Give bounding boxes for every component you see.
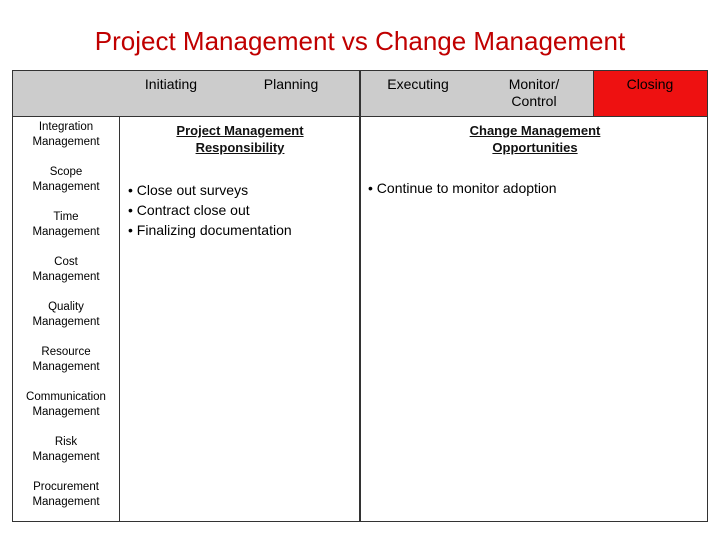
area-integration: Integration Management [32, 121, 100, 148]
cm-bullet-list [368, 178, 698, 198]
pm-column-heading: Project Management Responsibility [176, 123, 304, 155]
phase-monitor-control: Monitor/ Control [508, 76, 560, 109]
phase-closing: Closing [626, 76, 674, 92]
area-procurement: Procurement Management [32, 481, 100, 508]
area-scope: Scope Management [32, 166, 100, 193]
list-item: • Continue to monitor adoption [368, 178, 698, 198]
phase-initiating: Initiating [144, 76, 198, 92]
page-title: Project Management vs Change Management [94, 26, 626, 56]
pm-bullet-list [128, 180, 353, 240]
phase-planning: Planning [263, 76, 319, 92]
divider-mid [359, 70, 361, 522]
list-item: • Close out surveys [128, 180, 353, 200]
area-communication: Communication Management [26, 391, 106, 418]
cm-column-heading: Change Management Opportunities [469, 123, 601, 155]
list-item: • Contract close out [128, 200, 353, 220]
area-quality: Quality Management [32, 301, 100, 328]
list-item: • Finalizing documentation [128, 220, 353, 240]
area-cost: Cost Management [32, 256, 100, 283]
area-risk: Risk Management [32, 436, 100, 463]
phase-executing: Executing [387, 76, 449, 92]
area-time: Time Management [32, 211, 100, 238]
area-resource: Resource Management [32, 346, 100, 373]
